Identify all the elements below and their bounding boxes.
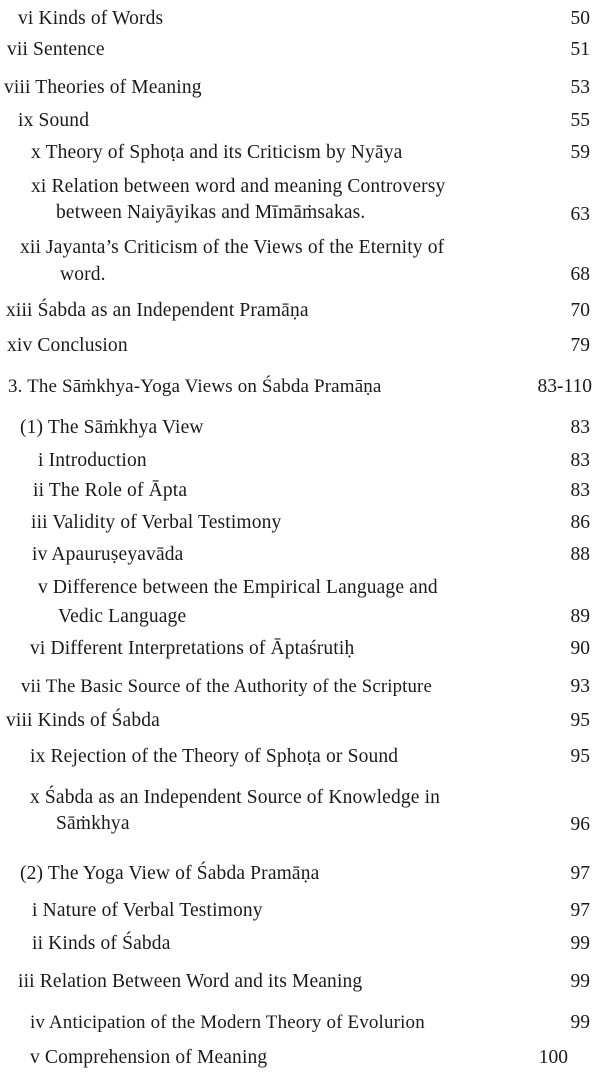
toc-entry-page: 89 [570,606,590,627]
toc-entry-page: 53 [570,77,590,98]
toc-entry-title: xii Jayanta’s Criticism of the Views of the Eternity of [20,237,445,258]
toc-entry-page: 79 [570,335,590,356]
toc-entry-page: 83 [570,450,590,471]
toc-entry-page: 97 [570,863,590,884]
toc-entry-title: iii Relation Between Word and its Meaning [18,971,363,992]
toc-entry-title: vi Different Interpretations of Āptaśrutiḥ [30,638,355,659]
toc-entry-title: x Śabda as an Independent Source of Knowledge in [30,787,441,808]
toc-entry-page: 86 [570,512,590,533]
toc-chapter-title: 3. The Sāṁkhya-Yoga Views on Śabda Pramāṇa [8,376,382,397]
toc-entry-title: xiii Śabda as an Independent Pramāṇa [6,300,309,321]
toc-entry-page: 55 [570,110,590,131]
toc-entry-title-continued: between Naiyāyikas and Mīmāṁsakas. [56,202,366,223]
toc-entry-page: 63 [570,204,590,225]
toc-entry-title: vii Sentence [7,39,105,60]
toc-entry-page: 50 [570,8,590,29]
toc-section-title: (2) The Yoga View of Śabda Pramāṇa [20,863,320,884]
toc-entry-title: i Introduction [38,450,147,471]
toc-entry-title: iv Anticipation of the Modern Theory of Evolurion [30,1012,425,1033]
toc-entry-title: viii Kinds of Śabda [6,710,160,731]
toc-entry-page: 68 [570,264,590,285]
toc-chapter-pages: 83-110 [537,376,592,397]
toc-entry-page: 51 [570,39,590,60]
toc-entry-title: viii Theories of Meaning [4,77,202,98]
toc-entry-title-continued: word. [60,264,106,285]
toc-entry-page: 99 [570,1012,590,1033]
toc-entry-page: 70 [570,300,590,321]
toc-entry-title: xiv Conclusion [7,335,128,356]
toc-entry-title: ix Sound [18,110,90,131]
toc-entry-title: iv Apauruṣeyavāda [32,544,184,565]
toc-entry-title: vii The Basic Source of the Authority of the Scripture [21,676,432,697]
toc-entry-title: ix Rejection of the Theory of Sphoṭa or Sound [30,746,399,767]
toc-entry-title: v Comprehension of Meaning [30,1047,268,1068]
toc-entry-page: 88 [570,544,590,565]
toc-entry-page: 99 [570,971,590,992]
toc-entry-page: 90 [570,638,590,659]
toc-section-title: (1) The Sāṁkhya View [20,417,204,438]
toc-entry-title: iii Validity of Verbal Testimony [31,512,282,533]
toc-entry-page: 95 [570,710,590,731]
toc-entry-page: 99 [570,933,590,954]
toc-entry-page: 95 [570,746,590,767]
toc-entry-title: xi Relation between word and meaning Controversy [31,176,446,197]
toc-entry-title: x Theory of Sphoṭa and its Criticism by Nyāya [31,142,403,163]
toc-entry-page: 97 [570,900,590,921]
toc-entry-page: 59 [570,142,590,163]
toc-entry-page: 93 [570,676,590,697]
toc-entry-page: 100 [538,1047,568,1068]
toc-entry-page: 83 [570,480,590,501]
toc-entry-title: ii The Role of Āpta [33,480,188,501]
toc-entry-title: v Difference between the Empirical Language and [38,577,438,598]
toc-entry-title-continued: Vedic Language [58,606,187,627]
toc-entry-title: i Nature of Verbal Testimony [32,900,263,921]
toc-entry-page: 96 [570,814,590,835]
toc-entry-title: vi Kinds of Words [18,8,164,29]
toc-entry-title-continued: Sāṁkhya [56,813,130,834]
toc-entry-title: ii Kinds of Śabda [32,933,171,954]
toc-entry-page: 83 [570,417,590,438]
